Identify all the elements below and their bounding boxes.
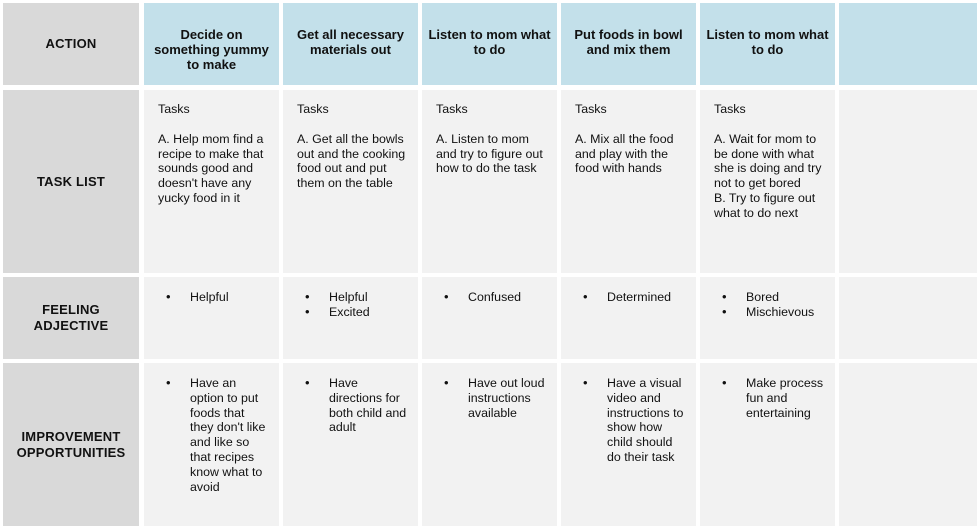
task-text: A. Wait for mom to be done with what she is doing and try not to get bored B. Try to figure out what to do next [714, 131, 822, 220]
tasks-label: Tasks [714, 102, 746, 116]
feeling-cell [700, 277, 835, 359]
action-cell [422, 3, 557, 85]
feeling-item: • Mischievous [714, 305, 827, 320]
row-header-improvement [3, 363, 139, 526]
tasks-label: Tasks [297, 102, 329, 116]
action-cell [283, 3, 418, 85]
task-cell [700, 90, 835, 273]
row-header-action-label: ACTION [45, 36, 97, 52]
action-text: Listen to mom what to do [428, 27, 551, 57]
feeling-item: • Helpful [297, 290, 410, 305]
tasks-label: Tasks [575, 102, 607, 116]
feeling-cell [422, 277, 557, 359]
improvement-cell [283, 363, 418, 526]
improvement-item: • Make process fun and entertaining [714, 376, 827, 420]
feeling-item: • Helpful [158, 290, 271, 305]
feeling-item: • Bored [714, 290, 827, 305]
improvement-cell-empty [839, 363, 977, 526]
task-text: A. Mix all the food and play with the food with hands [575, 131, 674, 176]
improvement-cell [144, 363, 279, 526]
feeling-item: • Determined [575, 290, 688, 305]
feeling-cell [283, 277, 418, 359]
row-header-improvement-label: IMPROVEMENT OPPORTUNITIES [16, 428, 126, 460]
task-cell-empty [839, 90, 977, 273]
row-header-feeling-label: FEELING ADJECTIVE [33, 302, 109, 333]
task-text: A. Get all the bowls out and the cooking food out and put them on the table [297, 131, 406, 191]
feeling-item: • Excited [297, 305, 410, 320]
task-cell [561, 90, 696, 273]
task-text: A. Listen to mom and try to figure out how to do the task [436, 131, 543, 176]
feeling-item: • Confused [436, 290, 549, 305]
row-header-action [3, 3, 139, 85]
action-cell [700, 3, 835, 85]
feeling-cell-empty [839, 277, 977, 359]
action-text: Listen to mom what to do [706, 27, 829, 57]
row-header-task-list [3, 90, 139, 273]
action-cell-empty [839, 3, 977, 85]
action-text: Put foods in bowl and mix them [574, 27, 683, 57]
improvement-item: • Have out loud instructions available [436, 376, 549, 420]
feeling-cell [561, 277, 696, 359]
action-cell [144, 3, 279, 85]
feeling-cell [144, 277, 279, 359]
task-cell [422, 90, 557, 273]
task-text: A. Help mom find a recipe to make that sounds good and doesn't have any yucky food in it [158, 131, 264, 205]
improvement-item: • Have directions for both child and adult [297, 376, 410, 435]
action-text: Get all necessary materials out [297, 27, 404, 57]
task-cell [144, 90, 279, 273]
row-header-feeling [3, 277, 139, 359]
action-text: Decide on something yummy to make [154, 27, 269, 72]
row-header-task-list-label: TASK LIST [37, 173, 105, 189]
tasks-label: Tasks [158, 102, 190, 116]
improvement-cell [422, 363, 557, 526]
improvement-cell [561, 363, 696, 526]
action-cell [561, 3, 696, 85]
task-cell [283, 90, 418, 273]
improvement-item: • Have an option to put foods that they don't like and like so that recipes know what to avoid [158, 376, 271, 494]
improvement-cell [700, 363, 835, 526]
tasks-label: Tasks [436, 102, 468, 116]
improvement-item: • Have a visual video and instructions to show how child should do their task [575, 376, 688, 465]
